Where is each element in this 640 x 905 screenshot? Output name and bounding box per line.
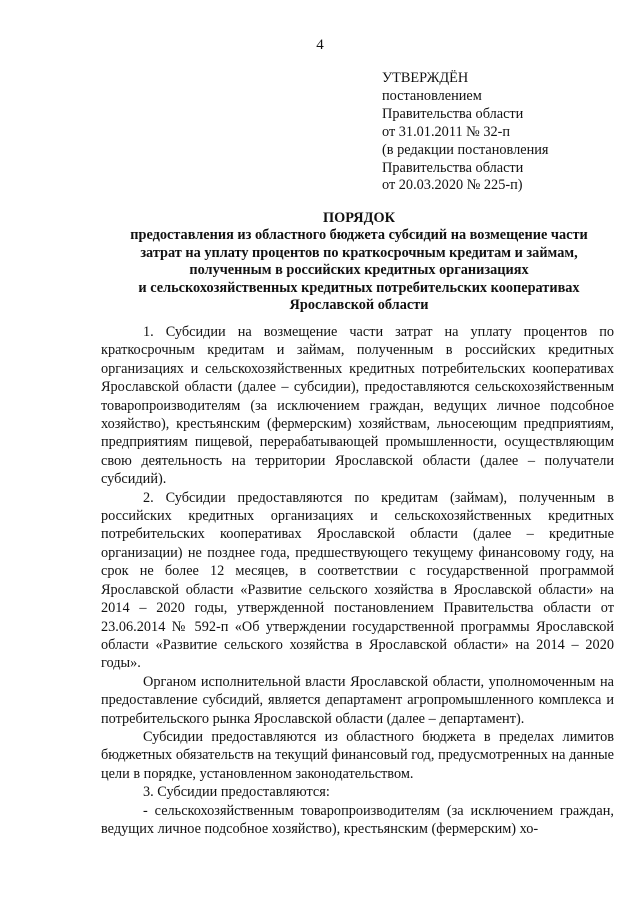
- approval-line: от 31.01.2011 № 32-п: [382, 123, 511, 140]
- approval-line: (в редакции постановления: [382, 141, 549, 158]
- approval-line: от 20.03.2020 № 225-п): [382, 177, 523, 194]
- approval-line: Правительства области: [382, 105, 524, 122]
- approval-line: Правительства области: [382, 159, 524, 176]
- title-line: предоставления из областного бюджета субсидий на возмещение части: [130, 227, 588, 244]
- approval-line: УТВЕРЖДЁН: [382, 70, 469, 86]
- document-body: [101, 323, 614, 838]
- title-line: полученным в российских кредитных организациях: [189, 262, 529, 279]
- page-number: 4: [316, 37, 324, 53]
- paragraph: Органом исполнительной власти Ярославской области, уполномоченным на предоставление субсидий, является департамент агропромышленного комплекса и потребительского рынка Ярославской области (далее – департамент).: [101, 673, 614, 727]
- paragraph: - сельскохозяйственным товаропроизводителям (за исключением граждан, ведущих личное подсобное хозяйство), крестьянским (фермерским) хо-: [101, 802, 614, 837]
- title-heading: ПОРЯДОК: [323, 210, 395, 226]
- document-title: [100, 210, 618, 314]
- paragraph: Субсидии предоставляются из областного бюджета в пределах лимитов бюджетных обязательств на текущий финансовый год, предусмотренных на данные цели в порядке, установленном законодательством.: [101, 728, 614, 782]
- title-line: Ярославской области: [289, 297, 429, 314]
- title-line: затрат на уплату процентов по краткосрочным кредитам и займам,: [140, 244, 578, 261]
- paragraph: 3. Субсидии предоставляются:: [143, 784, 330, 801]
- title-line: и сельскохозяйственных кредитных потребительских кооперативах: [138, 279, 580, 296]
- paragraph: 2. Субсидии предоставляются по кредитам (займам), полученным в российских кредитных организациях и сельскохозяйственных кредитных потребительских кооперативах Ярославской области (далее – кредитные организации) не позднее года, предшествующего текущему финансовому году, на срок не более 12 месяцев, в соответствии с государственной программой Ярославской области «Развитие сельского хозяйства в Ярославской области» на 2014 – 2020 годы, утвержденной постановлением Правительства области от 23.06.2014 № 592-п «Об утверждении государственной программы Ярославской области «Развитие сельского хозяйства в Ярославской области» на 2014 – 2020 годы».: [101, 489, 614, 672]
- approval-stamp: [382, 70, 548, 195]
- approval-line: постановлением: [382, 87, 482, 104]
- paragraph: 1. Субсидии на возмещение части затрат на уплату процентов по краткосрочным кредитам и займам, полученным в российских кредитных организациях и сельскохозяйственных кредитных потребительских кооперативах Ярославской области (далее – субсидии), предоставляются сельскохозяйственным товаропроизводителям (за исключением граждан, ведущих личное подсобное хозяйство), крестьянским (фермерским) хозяйствам, льносеющим предприятиям, предприятиям пищевой, перерабатывающей промышленности, осуществляющим свою деятельность на территории Ярославской области (далее – получатели субсидий).: [101, 324, 614, 488]
